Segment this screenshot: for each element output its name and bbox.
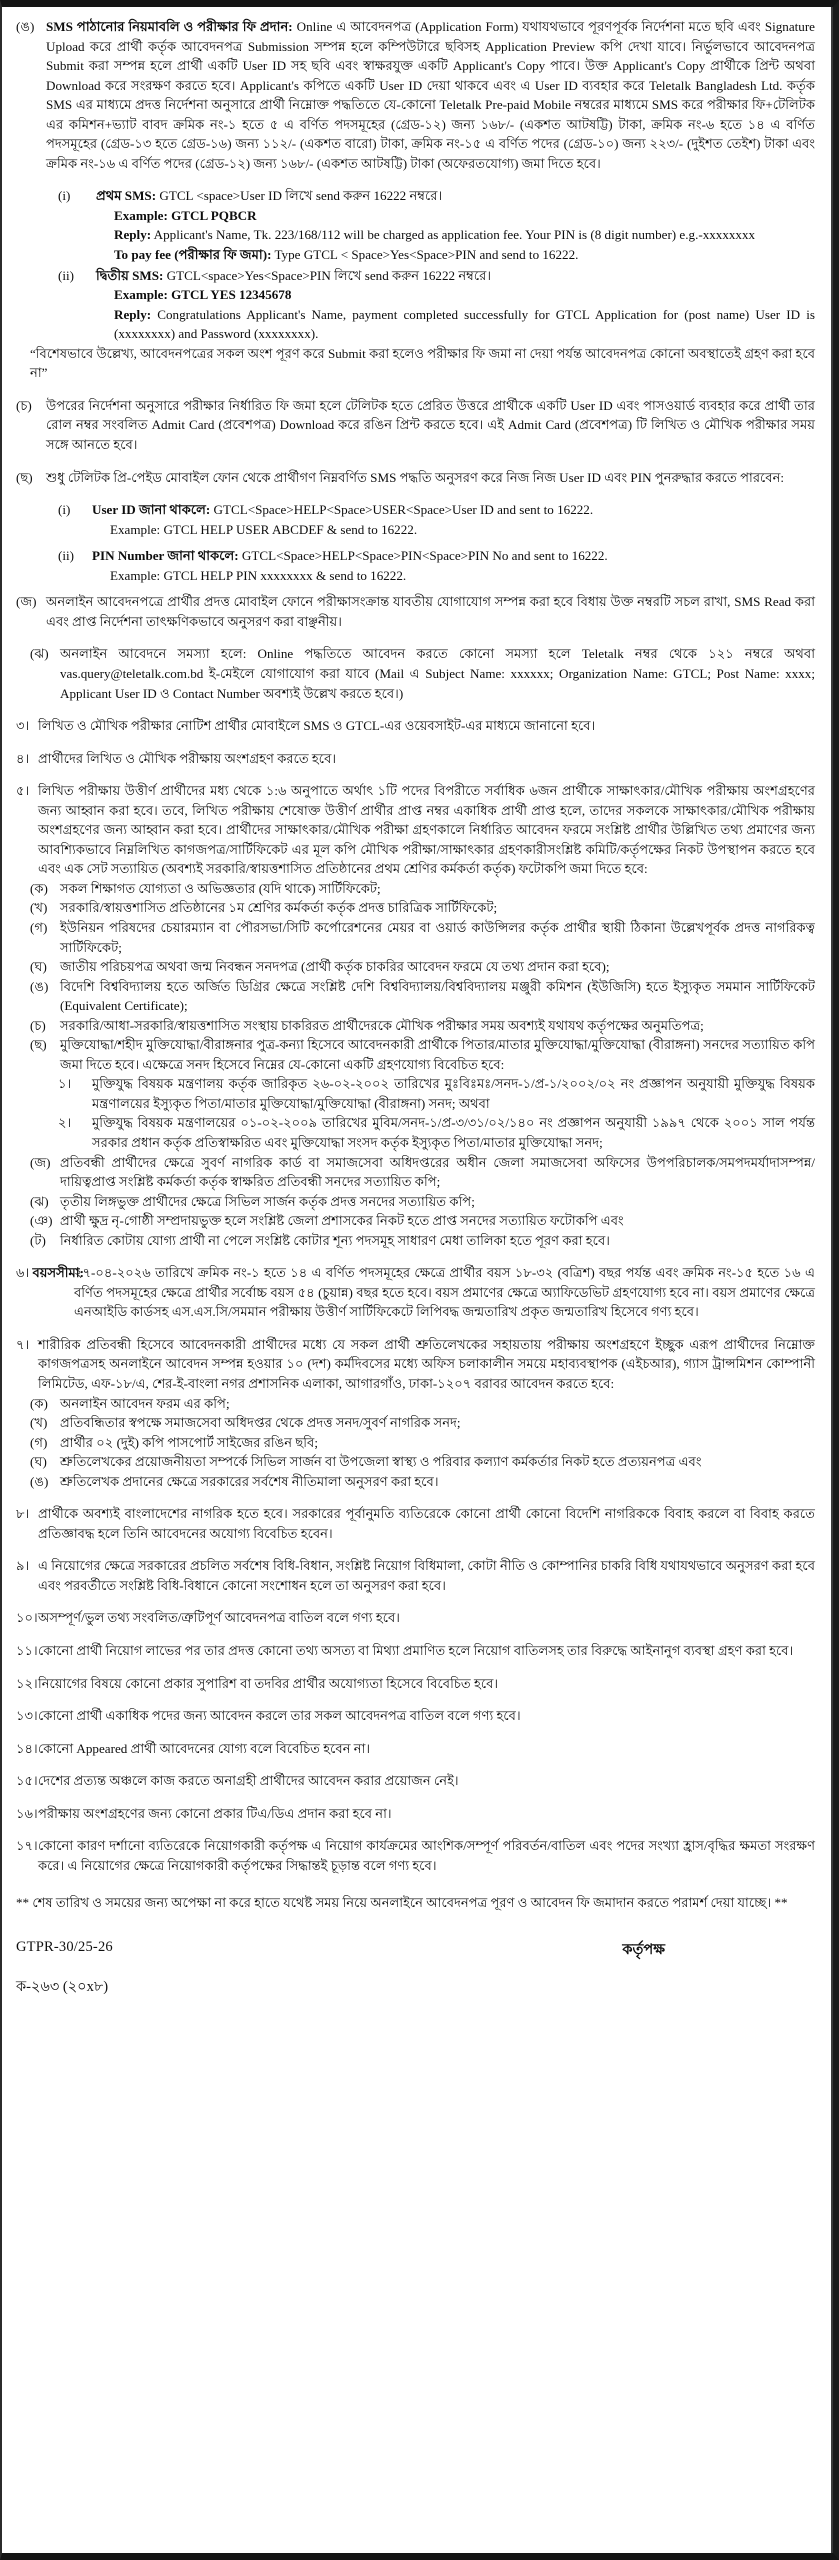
list-item-marker: (খ) bbox=[30, 900, 48, 916]
sms-second-line: GTCL<space>Yes<Space>PIN লিখে send করুন 16222 নম্বরে। bbox=[163, 267, 492, 283]
admit-card-marker: (চ) bbox=[16, 397, 32, 413]
item-3 bbox=[16, 716, 815, 736]
recover-body: শুধু টেলিটক প্রি-পেইড মোবাইল ফোন থেকে প্রার্থীগণ নিম্নবর্ণিত SMS পদ্ধতি অনুসরণ করে নিজ নিজ User ID এবং PIN পুনরুদ্ধার করতে পারবেন: bbox=[46, 469, 785, 485]
list-item-marker: (জ) bbox=[30, 1154, 51, 1170]
item-9 bbox=[16, 1556, 815, 1595]
list-item-text: ইউনিয়ন পরিষদের চেয়ারম্যান বা পৌরসভা/সিটি কর্পোরেশনের মেয়র বা ওয়ার্ড কাউন্সিলর কর্তৃক প্রার্থীর স্থায়ী ঠিকানা উল্লেখপূর্বক প্রদত্ত নাগরিকত্ব সার্টিফিকেট; bbox=[60, 919, 815, 955]
item-5 bbox=[16, 781, 815, 879]
item-12-marker: ১২। bbox=[16, 1675, 38, 1691]
list-item-text: মুক্তিযুদ্ধ বিষয়ক মন্ত্রণালয়ের ০১-০২-২০০৯ তারিখের মুবিম/সনদ-১/প্র-৩/৩১/০২/১৪০ নং প্রজ্ঞাপন অনুযায়ী ১৯৯৭ থেকে ২০০১ সাল পর্যন্ত সরকার প্রধান কর্তৃক প্রতিস্বাক্ষরিত এবং মুক্তিযোদ্ধা সংসদ কর্তৃক ইস্যুকৃত পিতা/মাতার মুক্তিযোদ্ধা সনদ; bbox=[92, 1115, 815, 1150]
list-item-text: সকল শিক্ষাগত যোগ্যতা ও অভিজ্ঞতার (যদি থাকে) সার্টিফিকেট; bbox=[60, 880, 381, 896]
sms-first-topay-label: To pay fee (পরীক্ষার ফি জমা): bbox=[114, 247, 272, 263]
recover-user-line: GTCL<Space>HELP<Space>USER<Space>User ID and sent to 16222. bbox=[210, 502, 594, 518]
list-item bbox=[30, 1472, 815, 1492]
item-11 bbox=[16, 1641, 815, 1661]
list-item bbox=[30, 1153, 815, 1192]
footer-code: ক-২৬৩ (২০x৮) bbox=[16, 1978, 109, 1995]
item-15-body: দেশের প্রত্যন্ত অঞ্চলে কাজ করতে অনাগ্রহী প্রার্থীদের আবেদন করার প্রয়োজন নেই। bbox=[38, 1773, 459, 1789]
item-15 bbox=[16, 1771, 815, 1791]
list-item bbox=[58, 1113, 815, 1152]
recover-marker: (ছ) bbox=[16, 469, 33, 485]
footer-authority: কর্তৃপক্ষ bbox=[622, 1941, 665, 1958]
item-6 bbox=[16, 1263, 815, 1322]
list-item-marker: (গ) bbox=[30, 919, 48, 935]
list-item-marker: (ক) bbox=[30, 1395, 48, 1411]
list-item-text: শ্রুতিলেখকের প্রয়োজনীয়তা সম্পর্কে সিভিল সার্জন বা উপজেলা স্বাস্থ্য ও পরিবার কল্যাণ কর্মকর্তার নিকট হতে প্রত্যয়নপত্র এবং bbox=[60, 1454, 702, 1470]
help-contact-marker: (ঝ) bbox=[30, 646, 49, 662]
list-item-text: জাতীয় পরিচয়পত্র অথবা জন্ম নিবন্ধন সনদপত্র (প্রার্থী কর্তৃক চাকরির আবেদন ফরমে যে তথ্য প্রদান করা হবে); bbox=[60, 959, 610, 975]
list-item bbox=[30, 1433, 815, 1453]
item-16-marker: ১৬। bbox=[16, 1805, 38, 1821]
recover-pin-marker: (ii) bbox=[58, 548, 74, 564]
list-item-text: প্রতিবন্ধী প্রার্থীদের ক্ষেত্রে সুবর্ণ নাগরিক কার্ড বা সমাজসেবা অধিদপ্তরের অধীন জেলা সমাজসেবা অফিসের উপপরিচালক/সমপদমর্যাদাসম্পন্ন/দায়িত্বপ্রাপ্ত সংশ্লিষ্ট কর্মকর্তা কর্তৃক স্বাক্ষরিত প্রতিবন্ধী সনদের সত্যায়িত কপি; bbox=[60, 1154, 815, 1190]
item-3-marker: ৩। bbox=[16, 718, 30, 734]
list-item-marker: (ঝ) bbox=[30, 1193, 49, 1209]
sms-first-reply: Applicant's Name, Tk. 223/168/112 will be charged as application fee. Your PIN is (8 digit number) e.g.-xxxxxxxx bbox=[151, 227, 756, 243]
section-sms-rules bbox=[16, 17, 815, 173]
section-body: Online এ আবেদনপত্র (Application Form) যথাযথভাবে পূরণপূর্বক নির্দেশনা মতে ছবি এবং Signature Upload করে প্রার্থী কর্তৃক আবেদনপত্র Submission সম্পন্ন হলে কম্পিউটারে ছবিসহ Application Preview কপি দেখা যাবে। নির্ভুলভাবে আবেদনপত্র Submit করা সম্পন্ন হলে প্রার্থী একটি User ID সহ ছবি এবং স্বাক্ষরযুক্ত একটি Applicant's Copy পাবে। উক্ত Applicant's Copy প্রার্থীকে প্রিন্ট অথবা Download করে সংরক্ষণ করতে হবে। Applicant's কপিতে একটি User ID দেয়া থাকবে এবং এ User ID ব্যবহার করে Teletalk Bangladesh Ltd. কর্তৃক SMS এর মাধ্যমে প্রদত্ত নির্দেশনা অনুসারে প্রার্থী নিম্নোক্ত পদ্ধতিতে যে-কোনো Teletalk Pre-paid Mobile নম্বরের মাধ্যমে SMS করে পরীক্ষার ফি+টেলিটক এর কমিশন+ভ্যাট বাবদ ক্রমিক নং-১ হতে ৫ এ বর্ণিত পদসমূহের (গ্রেড-১২) জন্য ১৬৮/- (একশত আটষট্টি) টাকা, ক্রমিক নং-৬ হতে ১৪ এ বর্ণিত পদসমূহের (গ্রেড-১৩ হতে গ্রেড-১৬) জন্য ১১২/- (একশত বারো) টাকা, ক্রমিক নং-১৫ এ বর্ণিত পদের (গ্রেড-১০) জন্য ২২৩/- (দুইশত তেইশ) টাকা এবং ক্রমিক নং-১৬ এ বর্ণিত পদের (গ্রেড-১২) জন্য ১৬৮/- (একশত আটষট্টি) টাকা (অফেরতযোগ্য) জমা দিতে হবে। bbox=[46, 19, 815, 171]
item-8-marker: ৮। bbox=[16, 1506, 30, 1522]
list-item-marker: (ঙ) bbox=[30, 1473, 49, 1489]
sms-first-topay: Type GTCL < Space>Yes<Space>PIN and send to 16222. bbox=[271, 247, 579, 263]
recover-pin-label: PIN Number জানা থাকলে: bbox=[92, 548, 239, 564]
item-5-marker: ৫। bbox=[16, 783, 30, 799]
list-item-text: মুক্তিযুদ্ধ বিষয়ক মন্ত্রণালয় কর্তৃক জারিকৃত ২৬-০২-২০০২ তারিখের মুঃবিঃমঃ/সনদ-১/প্র-১/২০০২/০২ নং প্রজ্ঞাপন অনুযায়ী মুক্তিযুদ্ধ বিষয়ক মন্ত্রণালয়ের ইস্যুকৃত পিতা/মাতার মুক্তিযোদ্ধা/মুক্তিযোদ্ধা (বীরাঙ্গনা) সনদ; অথবা bbox=[92, 1076, 815, 1111]
item-11-marker: ১১। bbox=[16, 1643, 38, 1659]
list-item bbox=[30, 918, 815, 957]
item-8 bbox=[16, 1504, 815, 1543]
footer bbox=[16, 1939, 815, 1963]
item-9-body: এ নিয়োগের ক্ষেত্রে সরকারের প্রচলিত সর্বশেষ বিধি-বিধান, সংশ্লিষ্ট নিয়োগ বিধিমালা, কোটা নীতি ও কোম্পানির চাকরি বিধি যথাযথভাবে অনুসরণ করা হবে এবং পরবর্তীতে সংশ্লিষ্ট বিধি-বিধানে কোনো সংশোধন হলে তা অনুসরণ করা হবে। bbox=[38, 1558, 815, 1593]
list-item bbox=[30, 1035, 815, 1074]
item-5-sublist bbox=[16, 879, 815, 1074]
list-item-text: নির্ধারিত কোটায় যোগ্য প্রার্থী না পেলে সংশ্লিষ্ট কোটার শূন্য পদসমূহ সাধারণ মেধা তালিকা হতে পূরণ করা হবে। bbox=[60, 1232, 610, 1248]
sms-first-example: Example: GTCL PQBCR bbox=[114, 207, 257, 223]
item-7-sublist bbox=[16, 1394, 815, 1492]
item-4 bbox=[16, 749, 815, 769]
item-17 bbox=[16, 1836, 815, 1875]
list-item bbox=[30, 898, 815, 918]
sms-first-block bbox=[58, 186, 815, 264]
sms-first-label: প্রথম SMS: bbox=[96, 188, 157, 204]
mobile-note-body: অনলাইন আবেদনপত্রে প্রার্থীর প্রদত্ত মোবাইল ফোনে পরীক্ষাসংক্রান্ত যাবতীয় যোগাযোগ সম্পন্ন করা হবে বিধায় উক্ত নম্বরটি সচল রাখা, SMS Read করা এবং প্রাপ্ত নির্দেশনা তাৎক্ষণিকভাবে অনুসরণ করা বাঞ্ছনীয়। bbox=[46, 594, 815, 629]
list-item-text: প্রতিবন্ধিতার স্বপক্ষে সমাজসেবা অধিদপ্তর থেকে প্রদত্ত সনদ/সুবর্ণ নাগরিক সনদ; bbox=[60, 1415, 461, 1431]
list-item bbox=[30, 957, 815, 977]
list-item-marker: (ক) bbox=[30, 880, 48, 896]
sms-second-reply: Congratulations Applicant's Name, payment completed successfully for GTCL Application for (post name) User ID is (xxxxxxxx) and Password (xxxxxxxx). bbox=[114, 306, 815, 342]
sms-second-reply-label: Reply: bbox=[114, 306, 152, 322]
item-17-marker: ১৭। bbox=[16, 1838, 38, 1854]
special-note: “বিশেষভাবে উল্লেখ্য, আবেদনপত্রের সকল অংশ পূরণ করে Submit করা হলেও পরীক্ষার ফি জমা না দেয়া পর্যন্ত আবেদনপত্র কোনো অবস্থাতেই গ্রহণ করা হবে না” bbox=[30, 345, 815, 381]
item-10-marker: ১০। bbox=[16, 1610, 38, 1626]
circular-content bbox=[2, 7, 833, 2553]
list-item bbox=[30, 1394, 815, 1414]
list-item-text: বিদেশি বিশ্ববিদ্যালয় হতে অর্জিত ডিগ্রির ক্ষেত্রে সংশ্লিষ্ট দেশি বিশ্ববিদ্যালয়/বিশ্ববিদ্যালয় মঞ্জুরী কমিশন (ইউজিসি) হতে ইস্যুকৃত সমমান সার্টিফিকেট (Equivalent Certificate); bbox=[60, 978, 815, 1014]
list-item-marker: (খ) bbox=[30, 1415, 48, 1431]
item-10-body: অসম্পূর্ণ/ভুল তথ্য সংবলিত/ত্রুটিপূর্ণ আবেদনপত্র বাতিল বলে গণ্য হবে। bbox=[38, 1610, 400, 1626]
list-item-text: তৃতীয় লিঙ্গভুক্ত প্রার্থীদের ক্ষেত্রে সিভিল সার্জন কর্তৃক প্রদত্ত সনদের সত্যায়িত কপি; bbox=[60, 1193, 475, 1209]
item-5-sublist-2 bbox=[16, 1153, 815, 1251]
item-5-liberation-certs bbox=[16, 1074, 815, 1152]
item-7-marker: ৭। bbox=[16, 1336, 30, 1352]
item-14 bbox=[16, 1739, 815, 1759]
recover-user-example: Example: GTCL HELP USER ABCDEF & send to 16222. bbox=[110, 521, 418, 537]
list-item-text: প্রার্থী ক্ষুদ্র নৃ-গোষ্ঠী সম্প্রদায়ভুক্ত হলে সংশ্লিষ্ট জেলা প্রশাসকের নিকট হতে প্রাপ্ত সনদের সত্যায়িত ফটোকপি এবং bbox=[60, 1213, 624, 1229]
item-16-body: পরীক্ষায় অংশগ্রহণের জন্য কোনো প্রকার টিএ/ডিএ প্রদান করা হবে না। bbox=[38, 1805, 392, 1821]
item-4-body: প্রার্থীদের লিখিত ও মৌখিক পরীক্ষায় অংশগ্রহণ করতে হবে। bbox=[38, 750, 337, 766]
item-17-body: কোনো কারণ দর্শানো ব্যতিরেকে নিয়োগকারী কর্তৃপক্ষ এ নিয়োগ কার্যক্রমের আংশিক/সম্পূর্ণ পরিবর্তন/বাতিল এবং পদের সংখ্যা হ্রাস/বৃদ্ধির ক্ষমতা সংরক্ষণ করে। এ নিয়োগের ক্ষেত্রে নিয়োগকারী কর্তৃপক্ষের সিদ্ধান্তই চূড়ান্ত বলে গণ্য হবে। bbox=[38, 1838, 815, 1873]
sms-second-marker: (ii) bbox=[58, 267, 74, 283]
list-item bbox=[30, 1211, 815, 1231]
item-13 bbox=[16, 1706, 815, 1726]
item-15-marker: ১৫। bbox=[16, 1773, 38, 1789]
list-item-text: সরকারি/স্বায়ত্তশাসিত প্রতিষ্ঠানের ১ম শ্রেণির কর্মকর্তা কর্তৃক প্রদত্ত চারিত্রিক সার্টিফিকেট; bbox=[60, 900, 498, 916]
list-item-text: মুক্তিযোদ্ধা/শহীদ মুক্তিযোদ্ধা/বীরাঙ্গনার পুত্র-কন্যা হিসেবে আবেদনকারী প্রার্থীকে পিতার/মাতার মুক্তিযোদ্ধা/মুক্তিযোদ্ধা (বীরাঙ্গনা) সনদের সত্যায়িত কপি জমা দিতে হবে। এক্ষেত্রে সনদ হিসেবে নিম্নের যে-কোনো একটি গ্রহণযোগ্য বিবেচিত হবে: bbox=[60, 1037, 815, 1072]
item-13-marker: ১৩। bbox=[16, 1708, 38, 1724]
section-admit-card bbox=[16, 396, 815, 455]
section-marker: (ঙ) bbox=[16, 19, 35, 34]
list-item-text: সরকারি/আধা-সরকারি/স্বায়ত্তশাসিত সংস্থায় চাকরিরত প্রার্থীদেরকে মৌখিক পরীক্ষার সময় অবশ্যই যথাযথ কর্তৃপক্ষের অনুমতিপত্র; bbox=[60, 1017, 704, 1033]
section-recover bbox=[16, 468, 815, 488]
list-item bbox=[30, 1016, 815, 1036]
list-item-marker: (ছ) bbox=[30, 1037, 47, 1053]
recover-pin-example: Example: GTCL HELP PIN xxxxxxxx & send to 16222. bbox=[110, 567, 407, 583]
item-4-marker: ৪। bbox=[16, 750, 30, 766]
item-11-body: কোনো প্রার্থী নিয়োগ লাভের পর তার প্রদত্ত কোনো তথ্য অসত্য বা মিথ্যা প্রমাণিত হলে নিয়োগ বাতিলসহ তার বিরুদ্ধে আইনানুগ ব্যবস্থা গ্রহণ করা হবে। bbox=[38, 1643, 794, 1659]
list-item bbox=[58, 1074, 815, 1113]
item-12 bbox=[16, 1674, 815, 1694]
item-6-heading: বয়সসীমা: bbox=[32, 1265, 84, 1281]
item-6-marker: ৬। বয়সসীমা: bbox=[16, 1265, 84, 1281]
sms-first-marker: (i) bbox=[58, 188, 71, 204]
list-item-marker: ১। bbox=[58, 1076, 72, 1092]
list-item-text: শ্রুতিলেখক প্রদানের ক্ষেত্রে সরকারের সর্বশেষ নীতিমালা অনুসরণ করা হবে। bbox=[60, 1473, 439, 1489]
list-item-marker: (ঘ) bbox=[30, 959, 47, 975]
item-14-marker: ১৪। bbox=[16, 1740, 38, 1756]
item-13-body: কোনো প্রার্থী একাধিক পদের জন্য আবেদন করলে তার সকল আবেদনপত্র বাতিল বলে গণ্য হবে। bbox=[38, 1708, 521, 1724]
sms-second-block bbox=[58, 266, 815, 344]
item-12-body: নিয়োগের বিষয়ে কোনো প্রকার সুপারিশ বা তদবির প্রার্থীর অযোগ্যতা হিসেবে বিবেচিত হবে। bbox=[38, 1675, 499, 1691]
list-item-marker: (ঘ) bbox=[30, 1454, 47, 1470]
recover-user-label: User ID জানা থাকলে: bbox=[92, 502, 211, 518]
item-8-body: প্রার্থীকে অবশ্যই বাংলাদেশের নাগরিক হতে হবে। সরকারের পূর্বানুমতি ব্যতিরেকে কোনো প্রার্থী কোনো বিদেশি নাগরিককে বিবাহ করলে বা বিবাহ করতে প্রতিজ্ঞাবদ্ধ হলে তিনি আবেদনের অযোগ্য বিবেচিত হবেন। bbox=[38, 1506, 815, 1541]
item-6-body: ২৭-০৪-২০২৬ তারিখে ক্রমিক নং-১ হতে ১৪ এ বর্ণিত পদসমূহের ক্ষেত্রে প্রার্থীর বয়স ১৮-৩২ (বত্রিশ) বছর পর্যন্ত এবং ক্রমিক নং-১৫ হতে ১৬ এ বর্ণিত পদসমূহের ক্ষেত্রে প্রার্থীর সর্বোচ্চ বয়স ৫৪ (চুয়ান্ন) বছর হতে হবে। বয়স প্রমাণের ক্ষেত্রে অ্যাফিডেভিট গ্রহণযোগ্য হবে না। বয়স প্রমাণের ক্ষেত্রে এনআইডি কার্ডসহ এস.এস.সি/সমমান পরীক্ষায় উত্তীর্ণ সার্টিফিকেটে লিপিবদ্ধ জন্মতারিখ প্রকৃত জন্মতারিখ হিসেবে গণ্য হবে। bbox=[74, 1265, 815, 1320]
footer-reference: GTPR-30/25-26 bbox=[16, 1938, 113, 1955]
list-item-text: অনলাইন আবেদন ফরম এর কপি; bbox=[60, 1395, 230, 1411]
list-item-marker: (চ) bbox=[30, 1017, 46, 1033]
item-10 bbox=[16, 1608, 815, 1628]
recover-pin-block bbox=[58, 546, 815, 585]
recover-user-marker: (i) bbox=[58, 502, 71, 518]
list-item bbox=[30, 879, 815, 899]
final-note: ** শেষ তারিখ ও সময়ের জন্য অপেক্ষা না করে হাতে যথেষ্ট সময় নিয়ে অনলাইনে আবেদনপত্র পূরণ ও আবেদন ফি জমাদান করতে পরামর্শ দেয়া যাচ্ছে। ** bbox=[16, 1895, 788, 1911]
mobile-note-marker: (জ) bbox=[16, 594, 37, 610]
sms-first-reply-label: Reply: bbox=[114, 227, 152, 243]
item-3-body: লিখিত ও মৌখিক পরীক্ষার নোটিশ প্রার্থীর মোবাইলে SMS ও GTCL-এর ওয়েবসাইট-এর মাধ্যমে জানানো হবে। bbox=[38, 718, 596, 734]
list-item-marker: (ঙ) bbox=[30, 978, 49, 994]
list-item-marker: (ট) bbox=[30, 1232, 46, 1248]
item-9-marker: ৯। bbox=[16, 1558, 30, 1574]
item-16 bbox=[16, 1804, 815, 1824]
help-contact-body: অনলাইন আবেদনে সমস্যা হলে: Online পদ্ধতিতে আবেদন করতে কোনো সমস্যা হলে Teletalk নম্বর থেকে ১২১ নম্বরে অথবা vas.query@teletalk.com.bd ই-মেইলে যোগাযোগ করা যাবে (Mail এ Subject Name: xxxxxx; Organization Name: GTCL; Post Name: xxxx; Applicant User ID ও Contact Number অবশ্যই উল্লেখ করতে হবে।) bbox=[60, 646, 815, 701]
item-5-body: লিখিত পরীক্ষায় উত্তীর্ণ প্রার্থীদের মধ্য থেকে ১:৬ অনুপাতে অর্থাৎ ১টি পদের বিপরীতে সর্বাধিক ৬জন প্রার্থীকে সাক্ষাৎকার/মৌখিক পরীক্ষায় অংশগ্রহণের জন্য আহ্বান করা হবে। তবে, লিখিত পরীক্ষায় শেষোক্ত উত্তীর্ণ প্রার্থীর প্রাপ্ত নম্বর একাধিক প্রার্থী প্রাপ্ত হলে, তাদের সকলকে সাক্ষাৎকার/মৌখিক পরীক্ষায় অংশগ্রহণের জন্য আহ্বান করা হবে। প্রার্থীদের সাক্ষাৎকার/মৌখিক পরীক্ষা গ্রহণকালে নির্ধারিত আবেদন ফরমে সংশ্লিষ্ট প্রার্থীর উল্লিখিত তথ্য প্রমাণের জন্য আবশ্যিকভাবে নিম্নলিখিত কাগজপত্র/সার্টিফিকেট এর মূল কপি মৌখিক পরীক্ষা/সাক্ষাৎকার গ্রহণকারীসংশ্লিষ্ট কমিটি/কর্তৃপক্ষের নিকট উপস্থাপন করতে হবে এবং এক সেট সত্যায়িত (অবশ্যই সরকারি/স্বায়ত্তশাসিত প্রতিষ্ঠানের প্রথম শ্রেণির কর্মকর্তা কর্তৃক) ফটোকপি জমা দিতে হবে: bbox=[38, 783, 815, 877]
list-item bbox=[30, 977, 815, 1016]
sms-second-label: দ্বিতীয় SMS: bbox=[96, 267, 164, 283]
list-item-text: প্রার্থীর ০২ (দুই) কপি পাসপোর্ট সাইজের রঙিন ছবি; bbox=[60, 1434, 318, 1450]
list-item-marker: (ঞ) bbox=[30, 1213, 53, 1229]
list-item-marker: (গ) bbox=[30, 1434, 48, 1450]
item-7-body: শারীরিক প্রতিবন্ধী হিসেবে আবেদনকারী প্রার্থীদের মধ্যে যে সকল প্রার্থী শ্রুতিলেখকের সহায়তায় পরীক্ষায় অংশগ্রহণে ইচ্ছুক এরূপ প্রার্থীদের নিম্নোক্ত কাগজপত্রসহ অনলাইনে আবেদন সম্পন্ন হওয়ার ১০ (দশ) কর্মদিবসের মধ্যে অফিস চলাকালীন সময়ে মহাব্যবস্থাপক (এইচআর), গ্যাস ট্রান্সমিশন কোম্পানী লিমিটেড, এফ-১৮/এ, শের-ই-বাংলা নগর প্রশাসনিক এলাকা, আগারগাঁও, ঢাকা-১২০৭ বরাবর আবেদন করতে হবে: bbox=[38, 1336, 815, 1391]
admit-card-body: উপরের নির্দেশনা অনুসারে পরীক্ষার নির্ধারিত ফি জমা হলে টেলিটক হতে প্রেরিত উত্তরে প্রার্থীকে একটি User ID এবং পাসওয়ার্ড ব্যবহার করে প্রার্থী তার রোল নম্বর সংবলিত Admit Card (প্রবেশপত্র) Download করে রঙিন প্রিন্ট করতে হবে। এই Admit Card (প্রবেশপত্র) টি লিখিত ও মৌখিক পরীক্ষার সময় সঙ্গে আনতে হবে। bbox=[46, 397, 815, 453]
sms-second-example: Example: GTCL YES 12345678 bbox=[114, 287, 292, 303]
list-item bbox=[30, 1413, 815, 1433]
section-help-contact bbox=[30, 644, 815, 703]
recover-user-block bbox=[58, 500, 815, 539]
item-14-body: কোনো Appeared প্রার্থী আবেদনের যোগ্য বলে বিবেচিত হবেন না। bbox=[38, 1740, 371, 1756]
list-item bbox=[30, 1192, 815, 1212]
sms-first-line: GTCL <space>User ID লিখে send করুন 16222 নম্বরে। bbox=[156, 188, 443, 204]
list-item-marker: ২। bbox=[58, 1115, 72, 1131]
list-item bbox=[30, 1231, 815, 1251]
recover-pin-line: GTCL<Space>HELP<Space>PIN<Space>PIN No and sent to 16222. bbox=[238, 548, 608, 564]
section-heading: SMS পাঠানোর নিয়মাবলি ও পরীক্ষার ফি প্রদান: bbox=[46, 19, 293, 34]
list-item bbox=[30, 1452, 815, 1472]
item-7 bbox=[16, 1335, 815, 1394]
section-mobile-note bbox=[16, 592, 815, 631]
